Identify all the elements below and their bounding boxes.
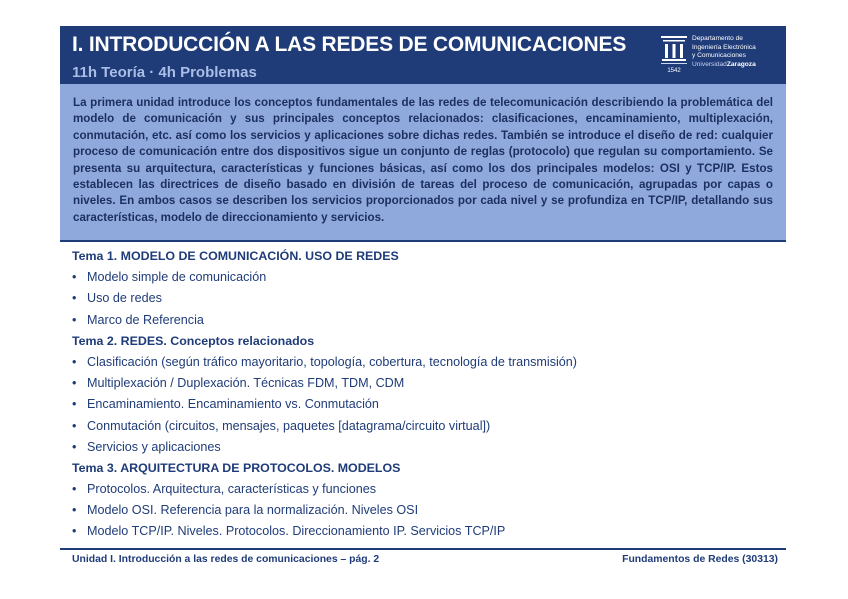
university-logo: [660, 34, 778, 78]
bullet-icon: •: [72, 312, 77, 327]
list-item: • Clasificación (según tráfico mayoritario, topología, cobertura, tecnología de transmisión): [72, 352, 772, 373]
intro-text: La primera unidad introduce los conceptos fundamentales de las redes de telecomunicación describiendo la problemática del modelo de comunicación y sus principales conceptos relacionados: clasificaciones, encaminamiento, multiplexación, conmutación, etc. así como los servicios y aplicaciones sobre dichas redes. También se introduce el diseño de red: cualquier proceso de comunicación entre dos dispositivos sigue un conjunto de reglas (protocolo) que regulan su comportamiento. Se presenta su arquitectura, características y funciones básicas, así como los dos principales modelos: OSI y TCP/IP. Estos establecen las directrices de diseño basado en división de tareas del proceso de comunicación, agrupadas por capas o niveles. En ambos casos se describen los servicios proporcionados por cada nivel y se profundiza en TCP/IP, detallando sus características, modelo de direccionamiento y servicios.: [73, 96, 773, 224]
footer-course: Fundamentos de Redes (30313): [622, 554, 778, 565]
bullet-icon: •: [72, 354, 77, 369]
bullet-icon: •: [72, 418, 77, 433]
department-name: Departamento de Ingeniería Electrónica y Comunicaciones UniversidadZaragoza: [692, 35, 756, 68]
list-item: • Encaminamiento. Encaminamiento vs. Conmutación: [72, 394, 772, 415]
bullet-icon: •: [72, 503, 77, 518]
footer-divider: [60, 548, 786, 550]
bullet-icon: •: [72, 291, 77, 306]
list-item: • Multiplexación / Duplexación. Técnicas FDM, TDM, CDM: [72, 373, 772, 394]
university-name: Zaragoza: [726, 60, 756, 68]
list-item: • Protocolos. Arquitectura, características y funciones: [72, 479, 772, 500]
bullet-icon: •: [72, 397, 77, 412]
bullet-icon: •: [72, 482, 77, 497]
tema-heading: Tema 2. REDES. Conceptos relacionados: [72, 333, 315, 348]
seal-year: 1542: [667, 68, 681, 74]
list-item: • Servicios y aplicaciones: [72, 437, 772, 458]
list-item: • Marco de Referencia: [72, 310, 772, 331]
list-item: • Uso de redes: [72, 288, 772, 309]
list-item: • Conmutación (circuitos, mensajes, paquetes [datagrama/circuito virtual]): [72, 416, 772, 437]
slide-subtitle: 11h Teoría · 4h Problemas: [72, 64, 257, 81]
footer-unit-page: Unidad I. Introducción a las redes de comunicaciones – pág. 2: [72, 554, 380, 565]
tema-heading: Tema 3. ARQUITECTURA DE PROTOCOLOS. MODELOS: [72, 460, 401, 475]
bullet-icon: •: [72, 524, 77, 539]
bullet-icon: •: [72, 270, 77, 285]
list-item: • Modelo simple de comunicación: [72, 267, 772, 288]
topics-list: [72, 246, 772, 543]
slide-title: I. INTRODUCCIÓN A LAS REDES DE COMUNICACIONES: [72, 33, 627, 56]
list-item: • Modelo TCP/IP. Niveles. Protocolos. Direccionamiento IP. Servicios TCP/IP: [72, 521, 772, 542]
list-item: • Modelo OSI. Referencia para la normalización. Niveles OSI: [72, 500, 772, 521]
intro-box: [60, 84, 786, 242]
slide-header: [60, 26, 786, 84]
bullet-icon: •: [72, 376, 77, 391]
bullet-icon: •: [72, 439, 77, 454]
university-seal-icon: [660, 34, 688, 74]
tema-heading: Tema 1. MODELO DE COMUNICACIÓN. USO DE REDES: [72, 249, 399, 263]
university-prefix: Universidad: [692, 60, 727, 68]
